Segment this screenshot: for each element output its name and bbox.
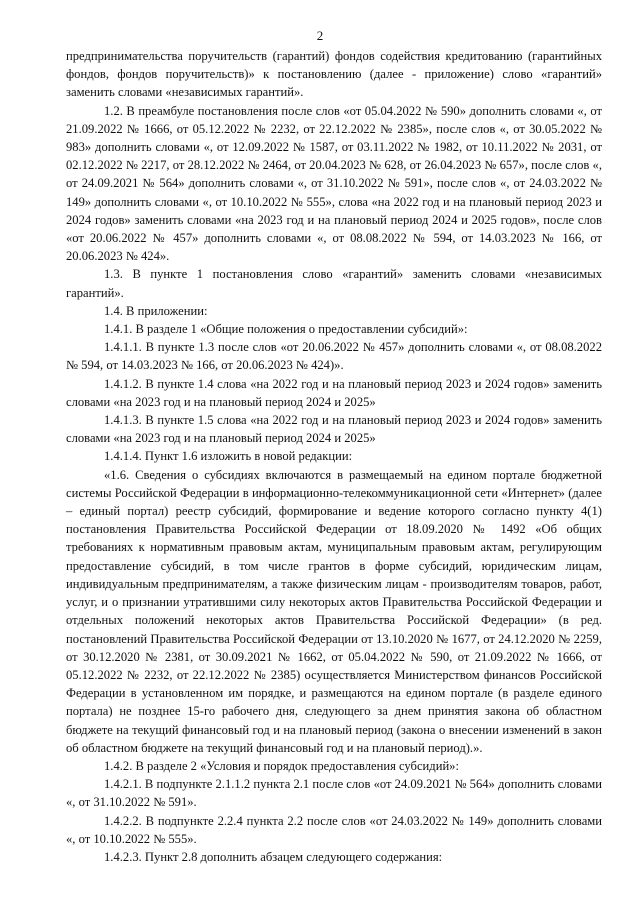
paragraph-1-4-1-2: 1.4.1.2. В пункте 1.4 слова «на 2022 год и на плановый период 2023 и 2024 годов» заменить словами «на 2023 год и на плановый период 2024 и 2025» xyxy=(66,376,602,409)
page-number: 2 xyxy=(316,28,324,43)
paragraph-1-4-1-4: 1.4.1.4. Пункт 1.6 изложить в новой редакции: xyxy=(104,449,353,464)
paragraph-1-4-1-3: 1.4.1.3. В пункте 1.5 слова «на 2022 год и на плановый период 2023 и 2024 годов» заменить словами «на 2023 год и на плановый период 2024 и 2025» xyxy=(66,413,602,446)
paragraph-1-4-2-2: 1.4.2.2. В подпункте 2.2.4 пункта 2.2 после слов «от 24.03.2022 № 149» дополнить словами «, от 10.10.2022 № 555». xyxy=(66,813,602,846)
document-body xyxy=(66,47,602,866)
paragraph-1-2: 1.2. В преамбуле постановления после слов «от 05.04.2022 № 590» дополнить словами «, от 21.09.2022 № 1666, от 05.12.2022 № 2232, от 22.12.2022 № 2385», после слов «, от 30.05.2022 № 983» дополнить словами «, от 12.09.2022 № 1587, от 03.11.2022 № 1982, от 10.11.2022 № 2031, от 02.12.2022 № 2217, от 28.12.2022 № 2464, от 20.04.2023 № 628, от 26.04.2023 № 657», после слов «, от 24.09.2021 № 564» дополнить словами «, от 31.10.2022 № 591», после слов «, от 24.03.2022 № 149» дополнить словами «, от 10.10.2022 № 555», слова «на 2022 год и на плановый период 2023 и 2024 годов» заменить словами «на 2023 год и на плановый период 2024 и 2025 годов», после слов «от 20.06.2022 № 457» дополнить словами «, от 08.08.2022 № 594, от 14.03.2023 № 166, от 20.06.2023 № 424». xyxy=(66,103,602,264)
paragraph-1-4-2-3: 1.4.2.3. Пункт 2.8 дополнить абзацем следующего содержания: xyxy=(104,849,443,864)
paragraph-1-6-quote: «1.6. Сведения о субсидиях включаются в размещаемый на едином портале бюджетной системы Российской Федерации в информационно-телекоммуникационной сети «Интернет» (далее – единый портал) реестр субсидий, формирование и ведение которого согласно пункту 4(1) постановления Правительства Российской Федерации от 18.09.2020 № 1492 «Об общих требованиях к нормативным правовым актам, муниципальным правовым актам, регулирующим предоставление субсидий, в том числе грантов в форме субсидий, юридическим лицам, индивидуальным предпринимателям, а также физическим лицам - производителям товаров, работ, услуг, и о признании утратившими силу некоторых актов Правительства Российской Федерации и отдельных положений некоторых актов Правительства Российской Федерации» (в ред. постановлений Правительства Российской Федерации от 13.10.2020 № 1677, от 24.12.2020 № 2259, от 30.12.2020 № 2381, от 30.09.2021 № 1662, от 05.04.2022 № 590, от 21.09.2022 № 1666, от 05.12.2022 № 2232, от 22.12.2022 № 2385) осуществляется Министерством финансов Российской Федерации в установленном им порядке, и размещаются на едином портале (в разделе единого портала) не позднее 15-го рабочего дня, следующего за днем принятия закона об областном бюджете на текущий финансовый год и на плановый период (закона о внесении изменений в закон об областном бюджете на текущий финансовый год и на плановый период).». xyxy=(66,467,602,755)
paragraph-1-4-2-1: 1.4.2.1. В подпункте 2.1.1.2 пункта 2.1 после слов «от 24.09.2021 № 564» дополнить словами «, от 31.10.2022 № 591». xyxy=(66,777,602,810)
paragraph-1-4-1-1: 1.4.1.1. В пункте 1.3 после слов «от 20.06.2022 № 457» дополнить словами «, от 08.08.2022 № 594, от 14.03.2023 № 166, от 20.06.2023 № 424)». xyxy=(66,340,602,373)
paragraph-1-4: 1.4. В приложении: xyxy=(104,303,208,318)
paragraph-intro-continuation: предпринимательства поручительств (гарантий) фондов содействия кредитованию (гарантийных фондов, фондов поручительств)» к постановлению (далее - приложение) слово «гарантий» заменить словами «независимых гарантий». xyxy=(66,49,602,100)
paragraph-1-4-2: 1.4.2. В разделе 2 «Условия и порядок предоставления субсидий»: xyxy=(104,758,459,773)
paragraph-1-4-1: 1.4.1. В разделе 1 «Общие положения о предоставлении субсидий»: xyxy=(104,322,468,337)
paragraph-1-3: 1.3. В пункте 1 постановления слово «гарантий» заменить словами «независимых гарантий». xyxy=(66,267,602,300)
